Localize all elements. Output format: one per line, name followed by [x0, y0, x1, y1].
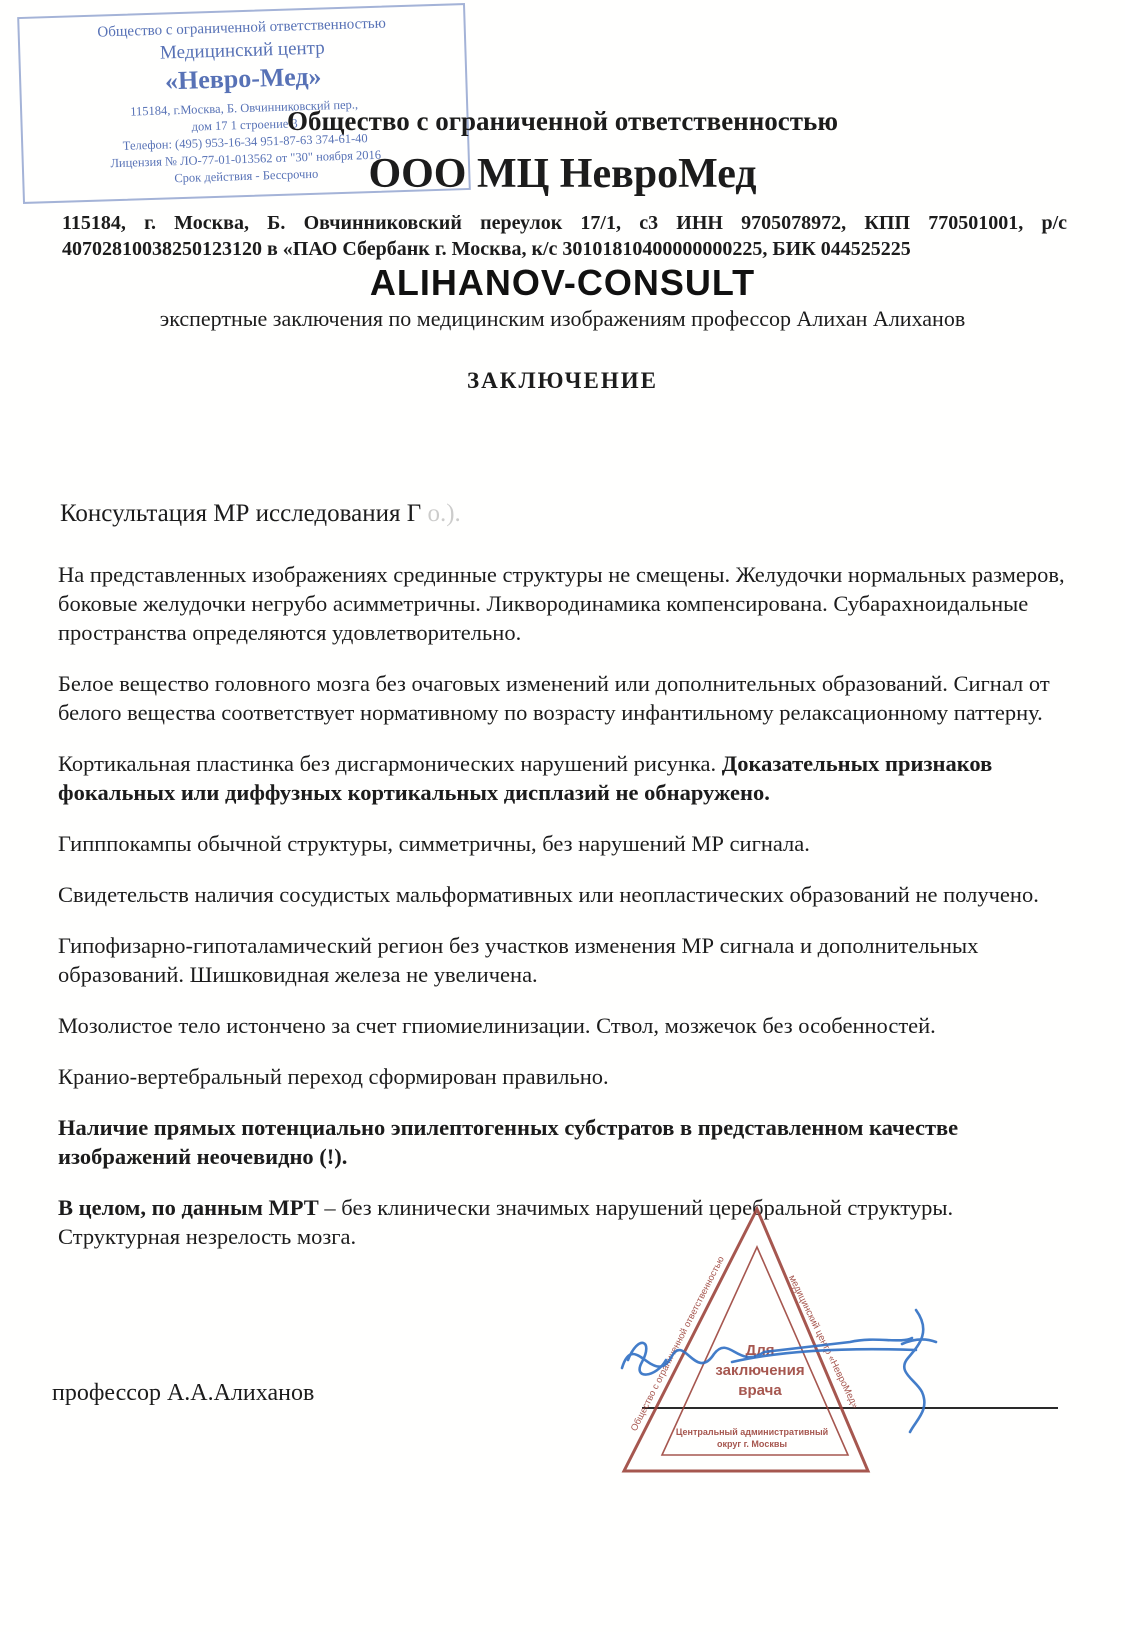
- doctor-signature: [612, 1292, 962, 1452]
- corner-stamp-validity: Срок действия - Бессрочно: [174, 166, 319, 186]
- seal-left-edge-text: Общество с ограниченной ответственностью: [628, 1254, 726, 1433]
- consultation-line: [60, 500, 1067, 528]
- paragraph-text: Кранио-вертебральный переход сформирован правильно.: [58, 1064, 609, 1089]
- seal-center-line-2: заключения: [715, 1362, 805, 1379]
- bold-summary-lead: В целом, по данным МРТ: [58, 1195, 319, 1220]
- report-paragraph: [58, 560, 1069, 647]
- seal-center-line-3: врача: [738, 1382, 782, 1399]
- brand-subtitle: экспертные заключения по медицинским изображениям профессор Алихан Алиханов: [159, 306, 966, 331]
- paragraph-text: – без клинически значимых нарушений церебральной структуры. Структурная незрелость мозга.: [58, 1195, 954, 1249]
- paragraph-text: Кортикальная пластинка без дисгармонических нарушений рисунка.: [58, 751, 717, 776]
- signatory-name: профессор А.А.Алиханов: [52, 1380, 315, 1406]
- seal-right-edge-text: медицинский центр «НевроМед»: [786, 1273, 861, 1411]
- paragraph-text: Свидетельств наличия сосудистых мальформативных или неопластических образований не получено.: [58, 882, 1039, 907]
- report-paragraph: [58, 1193, 1069, 1251]
- seal-district-line-1: Центральный административный: [675, 1427, 829, 1437]
- org-name: ООО МЦ НевроМед: [368, 151, 757, 197]
- corner-stamp-license: Лицензия № ЛО-77-01-013562 от "30" ноября 2016: [110, 147, 382, 171]
- brand-name: ALIHANOV-CONSULT: [369, 262, 756, 303]
- report-paragraph: [58, 829, 1069, 858]
- corner-stamp-address-1: 115184, г.Москва, Б. Овчинниковский пер.,: [129, 97, 359, 119]
- corner-stamp-phones: Телефон: (495) 953-16-34 951-87-63 374-61-40: [122, 131, 368, 153]
- bold-conclusion: Наличие прямых потенциально эпилептогенных субстратов в представленном качестве изображений неочевидно (!).: [58, 1115, 959, 1169]
- paragraph-text: Белое вещество головного мозга без очаговых изменений или дополнительных образований. Сигнал от белого вещества соответствует нормативному по возрасту инфантильному релаксационному паттерну.: [58, 671, 1050, 725]
- paragraph-text: Мозолистое тело истончено за счет гпиомиелинизации. Ствол, мозжечок без особенностей.: [58, 1013, 936, 1038]
- report-paragraph: [58, 1113, 1069, 1171]
- redacted-text: о.).: [427, 500, 461, 527]
- report-body: [58, 560, 1069, 1273]
- corner-stamp-address-2: дом 17 1 строение 3: [191, 116, 298, 134]
- seal-center-line-1: Для: [745, 1342, 775, 1359]
- report-paragraph: [58, 749, 1069, 807]
- document-title: ЗАКЛЮЧЕНИЕ: [467, 368, 658, 393]
- corner-stamp-org-type: Общество с ограниченной ответственностью: [97, 15, 387, 41]
- bold-finding: Доказательных признаков фокальных или диффузных кортикальных дисплазий не обнаружено.: [58, 751, 993, 805]
- corner-stamp-center-type: Медицинский центр: [159, 37, 325, 64]
- report-paragraph: [58, 931, 1069, 989]
- paragraph-text: На представленных изображениях срединные структуры не смещены. Желудочки нормальных размеров, боковые желудочки негрубо асимметричны. Ликвородинамика компенсирована. Субарахноидальные пространства определяются удовлетворительно.: [58, 562, 1065, 645]
- seal-district-line-2: округ г. Москвы: [716, 1439, 788, 1449]
- report-paragraph: [58, 1062, 1069, 1091]
- report-paragraph: [58, 669, 1069, 727]
- org-address: 115184, г. Москва, Б. Овчинниковский переулок 17/1, с3 ИНН 9705078972, КПП 770501001, р/с 40702810038250123120 в «ПАО Сбербанк г. Москва, к/с 30101810400000000225, БИК 044525225: [62, 212, 1067, 260]
- paragraph-text: Гипппокампы обычной структуры, симметричны, без нарушений МР сигнала.: [58, 831, 810, 856]
- org-type-line: Общество с ограниченной ответственностью: [287, 106, 838, 136]
- paragraph-text: Гипофизарно-гипоталамический регион без участков изменения МР сигнала и дополнительных образований. Шишковидная железа не увеличена.: [58, 933, 979, 987]
- corner-stamp-clinic-name: «Невро-Мед»: [164, 61, 322, 96]
- consultation-text: Консультация МР исследования Г: [60, 500, 422, 527]
- report-paragraph: [58, 880, 1069, 909]
- report-paragraph: [58, 1011, 1069, 1040]
